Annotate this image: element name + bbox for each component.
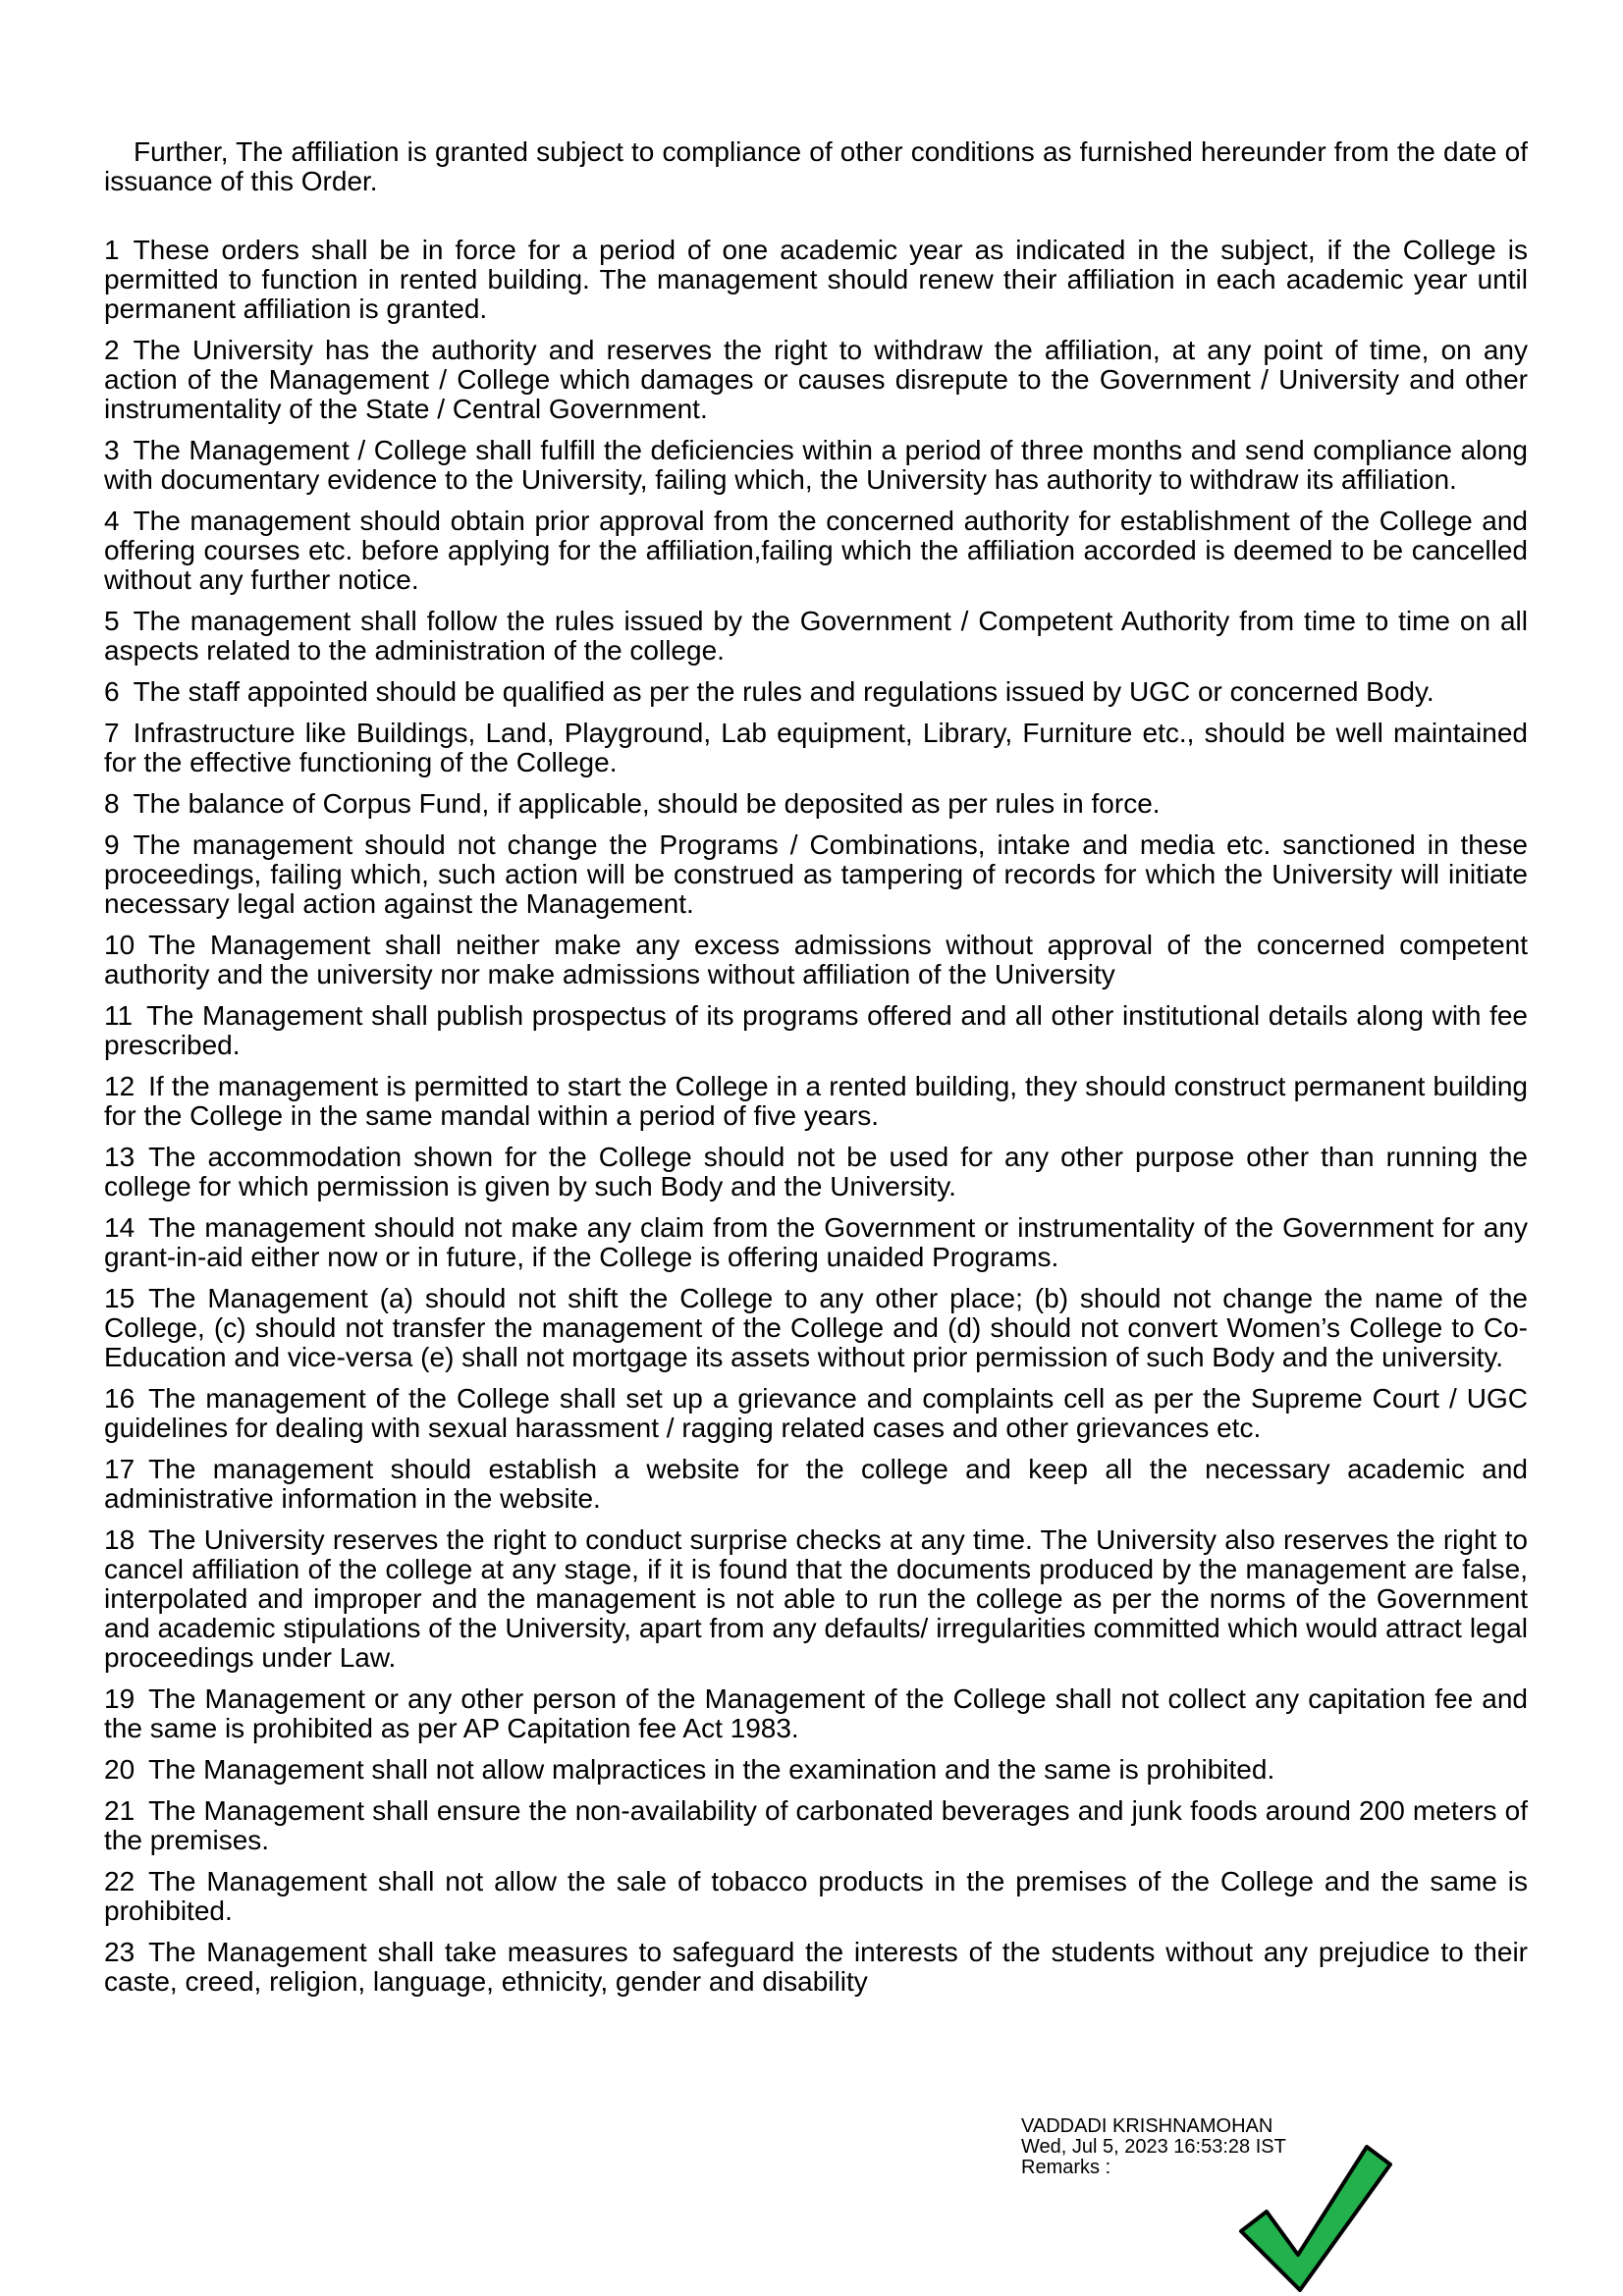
- condition-item: [104, 1284, 1528, 1372]
- condition-number: 10: [104, 930, 135, 960]
- condition-number: 12: [104, 1071, 135, 1101]
- condition-number: 9: [104, 829, 120, 860]
- document-body: [104, 137, 1528, 2008]
- condition-number: 13: [104, 1142, 135, 1172]
- condition-item: [104, 1213, 1528, 1272]
- condition-text: The staff appointed should be qualified as per the rules and regulations issued by UGC or concerned Body.: [133, 676, 1434, 707]
- condition-text: The balance of Corpus Fund, if applicable, should be deposited as per rules in force.: [133, 788, 1161, 819]
- condition-text: The Management shall publish prospectus of its programs offered and all other institutional details along with fee prescribed.: [104, 1000, 1528, 1060]
- condition-item: [104, 236, 1528, 324]
- condition-number: 3: [104, 435, 120, 465]
- condition-number: 8: [104, 788, 120, 819]
- condition-number: 19: [104, 1683, 135, 1714]
- condition-text: The management should obtain prior approval from the concerned authority for establishment of the College and offering courses etc. before applying for the affiliation,failing which the affiliation accorded is deemed to be cancelled without any further notice.: [104, 506, 1528, 595]
- condition-number: 7: [104, 718, 120, 748]
- condition-text: The management should establish a website for the college and keep all the necessary academic and administrative information in the website.: [104, 1454, 1528, 1514]
- condition-item: [104, 1684, 1528, 1743]
- condition-number: 20: [104, 1754, 135, 1785]
- conditions-list: [104, 236, 1528, 1997]
- condition-number: 2: [104, 335, 120, 365]
- condition-item: [104, 1525, 1528, 1673]
- condition-number: 18: [104, 1524, 135, 1555]
- condition-text: The management shall follow the rules issued by the Government / Competent Authority from time to time on all aspects related to the administration of the college.: [104, 606, 1528, 666]
- condition-item: [104, 789, 1528, 819]
- checkmark-icon: [1239, 2145, 1392, 2292]
- condition-item: [104, 1796, 1528, 1855]
- condition-item: [104, 436, 1528, 495]
- condition-number: 21: [104, 1795, 135, 1826]
- intro-paragraph: Further, The affiliation is granted subject to compliance of other conditions as furnished hereunder from the date of issuance of this Order.: [104, 136, 1528, 196]
- condition-text: The management should not make any claim from the Government or instrumentality of the Government for any grant-in-aid either now or in future, if the College is offering unaided Programs.: [104, 1212, 1528, 1272]
- condition-number: 23: [104, 1937, 135, 1967]
- condition-text: The Management or any other person of the Management of the College shall not collect any capitation fee and the same is prohibited as per AP Capitation fee Act 1983.: [104, 1683, 1528, 1743]
- condition-number: 16: [104, 1383, 135, 1414]
- condition-number: 6: [104, 676, 120, 707]
- condition-text: The management of the College shall set up a grievance and complaints cell as per the Supreme Court / UGC guidelines for dealing with sexual harassment / ragging related cases and other grievances etc.: [104, 1383, 1528, 1443]
- condition-text: The Management (a) should not shift the College to any other place; (b) should not change the name of the College, (c) should not transfer the management of the College and (d) should not convert Women’s College to Co-Education and vice-versa (e) shall not mortgage its assets without prior permission of such Body and the university.: [104, 1283, 1528, 1372]
- condition-item: [104, 336, 1528, 424]
- condition-item: [104, 1143, 1528, 1201]
- condition-number: 15: [104, 1283, 135, 1313]
- condition-text: The accommodation shown for the College should not be used for any other purpose other than running the college for which permission is given by such Body and the University.: [104, 1142, 1528, 1201]
- condition-item: [104, 1867, 1528, 1926]
- condition-text: The management should not change the Programs / Combinations, intake and media etc. sanctioned in these proceedings, failing which, such action will be construed as tampering of records for which the University will initiate necessary legal action against the Management.: [104, 829, 1528, 919]
- condition-text: These orders shall be in force for a period of one academic year as indicated in the subject, if the College is permitted to function in rented building. The management should renew their affiliation in each academic year until permanent affiliation is granted.: [104, 235, 1528, 324]
- condition-text: The Management shall not allow malpractices in the examination and the same is prohibited.: [148, 1754, 1275, 1785]
- condition-number: 17: [104, 1454, 135, 1484]
- condition-number: 11: [104, 1000, 134, 1031]
- signature-remarks: Remarks :: [1021, 2157, 1111, 2178]
- signer-name: VADDADI KRISHNAMOHAN: [1021, 2115, 1273, 2137]
- condition-item: [104, 1938, 1528, 1997]
- condition-text: Infrastructure like Buildings, Land, Playground, Lab equipment, Library, Furniture etc., should be well maintained for the effective functioning of the College.: [104, 718, 1528, 777]
- condition-text: The University reserves the right to conduct surprise checks at any time. The University also reserves the right to cancel affiliation of the college at any stage, if it is found that the documents produced by the management are false, interpolated and improper and the management is not able to run the college as per the norms of the Government and academic stipulations of the University, apart from any defaults/ irregularities committed which would attract legal proceedings under Law.: [104, 1524, 1528, 1673]
- signature-datetime: Wed, Jul 5, 2023 16:53:28 IST: [1021, 2136, 1286, 2158]
- condition-item: [104, 607, 1528, 666]
- condition-number: 22: [104, 1866, 135, 1896]
- condition-item: [104, 931, 1528, 989]
- condition-item: [104, 719, 1528, 777]
- condition-item: [104, 507, 1528, 595]
- condition-text: The Management shall take measures to safeguard the interests of the students without any prejudice to their caste, creed, religion, language, ethnicity, gender and disability: [104, 1937, 1528, 1997]
- condition-number: 14: [104, 1212, 135, 1243]
- condition-number: 4: [104, 506, 120, 536]
- condition-item: [104, 1384, 1528, 1443]
- condition-text: The Management shall neither make any excess admissions without approval of the concerned competent authority and the university nor make admissions without affiliation of the University: [104, 930, 1528, 989]
- condition-item: [104, 1072, 1528, 1131]
- condition-item: [104, 677, 1528, 707]
- condition-item: [104, 1455, 1528, 1514]
- condition-text: The Management shall not allow the sale of tobacco products in the premises of the College and the same is prohibited.: [104, 1866, 1528, 1926]
- condition-text: If the management is permitted to start the College in a rented building, they should construct permanent building for the College in the same mandal within a period of five years.: [104, 1071, 1528, 1131]
- condition-text: The Management / College shall fulfill the deficiencies within a period of three months and send compliance along with documentary evidence to the University, failing which, the University has authority to withdraw its affiliation.: [104, 435, 1528, 495]
- condition-text: The Management shall ensure the non-availability of carbonated beverages and junk foods around 200 meters of the premises.: [104, 1795, 1528, 1855]
- condition-item: [104, 1001, 1528, 1060]
- condition-item: [104, 1755, 1528, 1785]
- condition-number: 5: [104, 606, 120, 636]
- condition-text: The University has the authority and reserves the right to withdraw the affiliation, at any point of time, on any action of the Management / College which damages or causes disrepute to the Government / University and other instrumentality of the State / Central Government.: [104, 335, 1528, 424]
- condition-number: 1: [104, 235, 120, 265]
- condition-item: [104, 830, 1528, 919]
